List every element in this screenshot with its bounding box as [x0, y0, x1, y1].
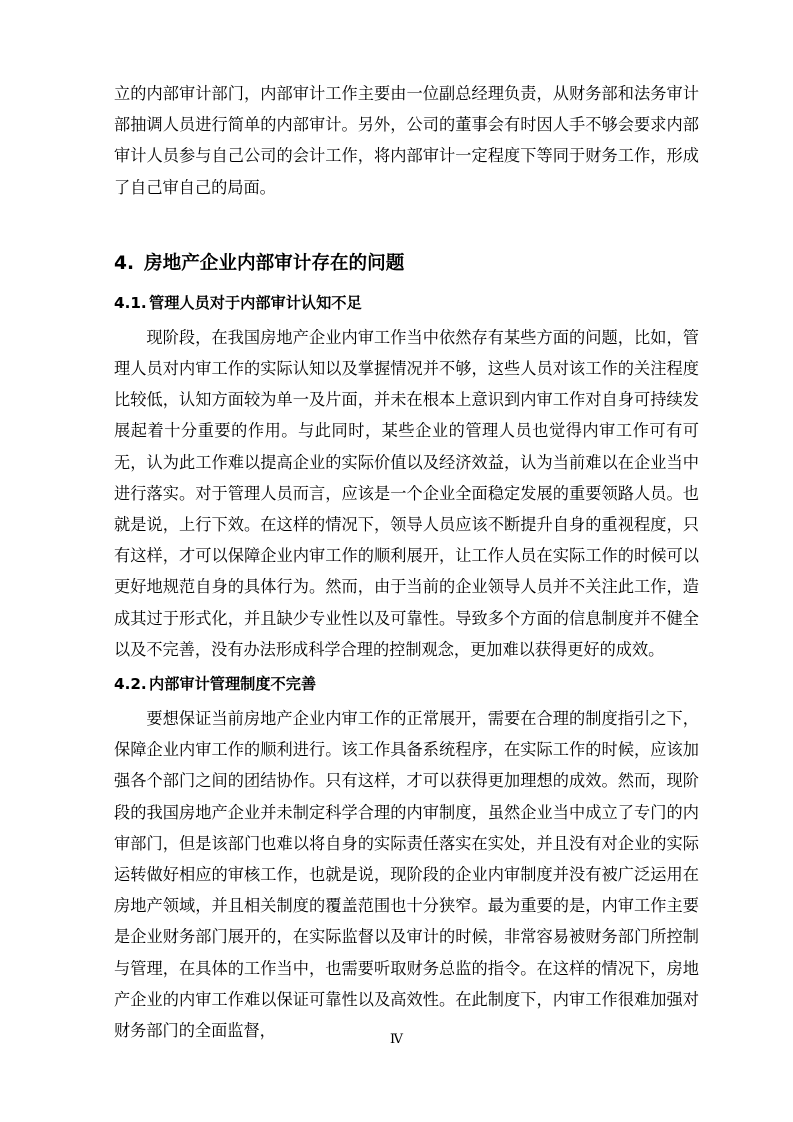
subsection-title: 内部审计管理制度不完善 [149, 675, 317, 694]
subsection-heading-4-1 [114, 288, 699, 318]
section-number: 4. [114, 252, 135, 274]
paragraph-4-2: 要想保证当前房地产企业内审工作的正常展开，需要在合理的制度指引之下，保障企业内审工作的顺利进行。该工作具备系统程序，在实际工作的时候，应该加强各个部门之间的团结协作。只有这样，才可以获得更加理想的成效。然而，现阶段的我国房地产企业并未制定科学合理的内审制度，虽然企业当中成立了专门的内审部门，但是该部门也难以将自身的实际责任落实在实处，并且没有对企业的实际运转做好相应的审核工作，也就是说，现阶段的企业内审制度并没有被广泛运用在房地产领域，并且相关制度的覆盖范围也十分狭窄。最为重要的是，内审工作主要是企业财务部门展开的，在实际监督以及审计的时候，非常容易被财务部门所控制与管理，在具体的工作当中，也需要听取财务总监的指令。在这样的情况下，房地产企业的内审工作难以保证可靠性以及高效性。在此制度下，内审工作很难加强对财务部门的全面监督， [114, 709, 699, 1041]
subsection-number: 4.1. [114, 293, 147, 312]
page-number: Ⅳ [390, 1032, 403, 1047]
section-heading-4 [114, 246, 699, 282]
document-body [114, 78, 699, 1046]
subsection-number: 4.2. [114, 675, 147, 694]
intro-paragraph: 立的内部审计部门，内部审计工作主要由一位副总经理负责，从财务部和法务审计部抽调人员进行简单的内部审计。另外，公司的董事会有时因人手不够会要求内部审计人员参与自己公司的会计工作，将内部审计一定程度下等同于财务工作，形成了自己审自己的局面。 [114, 84, 699, 197]
subsection-heading-4-2 [114, 669, 699, 699]
paragraph-4-1: 现阶段，在我国房地产企业内审工作当中依然存有某些方面的问题，比如，管理人员对内审工作的实际认知以及掌握情况并不够，这些人员对该工作的关注程度比较低，认知方面较为单一及片面，并未在根本上意识到内审工作对自身可持续发展起着十分重要的作用。与此同时，某些企业的管理人员也觉得内审工作可有可无，认为此工作难以提高企业的实际价值以及经济效益，认为当前难以在企业当中进行落实。对于管理人员而言，应该是一个企业全面稳定发展的重要领路人员。也就是说，上行下效。在这样的情况下，领导人员应该不断提升自身的重视程度，只有这样，才可以保障企业内审工作的顺利展开，让工作人员在实际工作的时候可以更好地规范自身的具体行为。然而，由于当前的企业领导人员并不关注此工作，造成其过于形式化，并且缺少专业性以及可靠性。导致多个方面的信息制度并不健全以及不完善，没有办法形成科学合理的控制观念，更加难以获得更好的成效。 [114, 327, 699, 659]
section-title: 房地产企业内部审计存在的问题 [144, 252, 405, 274]
subsection-title: 管理人员对于内部审计认知不足 [149, 293, 362, 312]
